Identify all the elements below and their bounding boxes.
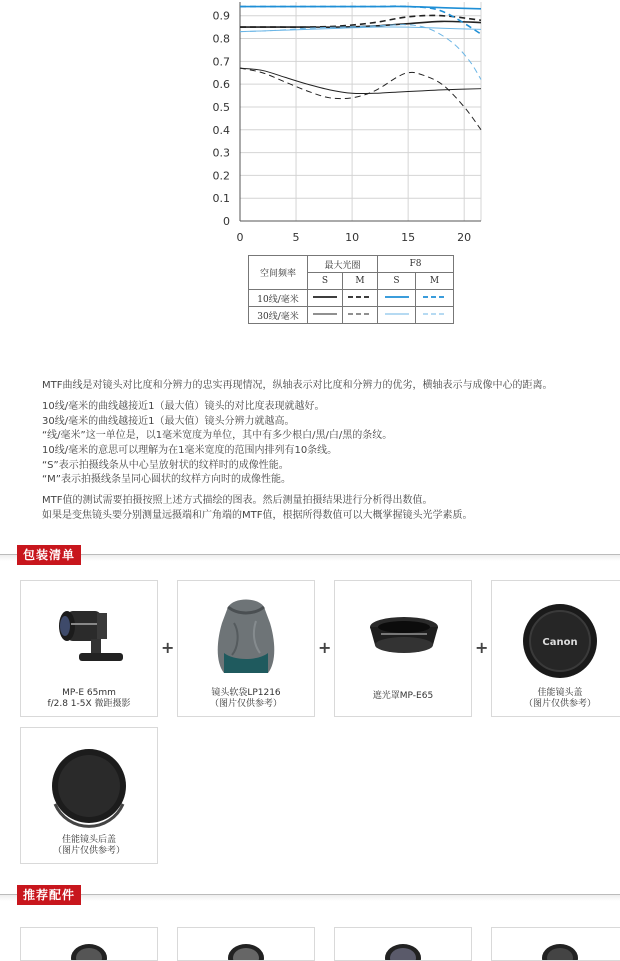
desc-line: “M”表示拍摄线条呈同心圆状的纹样方向时的成像性能。 — [42, 474, 291, 485]
desc-line: “线/毫米”这一单位是，以1毫米宽度为单位，其中有多少根白/黑/白/黑的条纹。 — [42, 430, 393, 441]
mtf-series-line — [240, 68, 481, 93]
rear-cap-image — [49, 744, 129, 828]
accessory-item[interactable] — [334, 927, 472, 961]
y-tick-label: 0.8 — [212, 32, 230, 46]
y-tick-label: 0.1 — [212, 192, 230, 206]
plus-icon: + — [318, 638, 332, 657]
mtf-chart — [0, 0, 620, 250]
legend-m: M — [343, 273, 378, 290]
package-section-title: 包装清单 — [17, 545, 81, 565]
legend-swatch — [416, 307, 454, 324]
x-tick-label: 5 — [292, 231, 300, 244]
cap-brand-text: Canon — [542, 637, 578, 648]
legend-s: S — [378, 273, 416, 290]
legend-swatch — [308, 290, 343, 307]
legend-row-30lines: 30线/毫米 — [249, 307, 308, 324]
legend-swatch — [308, 307, 343, 324]
mtf-series-line — [240, 25, 481, 80]
y-tick-label: 0.7 — [212, 55, 230, 69]
package-item-front-cap — [491, 580, 620, 717]
legend-m: M — [416, 273, 454, 290]
package-item-name: 佳能镜头盖 — [537, 688, 583, 698]
mtf-series-line — [240, 6, 481, 34]
plus-icon: + — [161, 638, 175, 657]
package-item-name: MP-E 65mm — [62, 688, 116, 698]
accessory-item[interactable] — [177, 927, 315, 961]
package-item-lens — [20, 580, 158, 717]
x-tick-label: 0 — [236, 231, 244, 244]
filter-image — [69, 942, 109, 961]
y-tick-label: 0.6 — [212, 78, 230, 92]
legend-header-f8: F8 — [378, 256, 454, 273]
package-item-hood — [334, 580, 472, 717]
accessory-item[interactable] — [491, 927, 620, 961]
filter-image — [383, 942, 423, 961]
chart-series — [240, 6, 481, 130]
package-section-header — [0, 545, 620, 565]
lens-hood-image — [367, 611, 441, 661]
mtf-series-line — [240, 68, 481, 130]
plus-icon: + — [475, 638, 489, 657]
y-tick-label: 0.2 — [212, 169, 230, 183]
lens-pouch-image — [210, 593, 282, 679]
legend-row-10lines: 10线/毫米 — [249, 290, 308, 307]
accessory-item[interactable] — [20, 927, 158, 961]
desc-line: MTF值的测试需要拍摄按照上述方式描绘的图表。然后测量拍摄结果进行分析得出数值。 — [42, 495, 433, 506]
legend-swatch — [378, 290, 416, 307]
package-item-name: 镜头软袋LP1216 — [211, 688, 281, 698]
desc-line: 30线/毫米的曲线越接近1（最大值）镜头分辨力就越高。 — [42, 416, 295, 427]
legend-swatch — [378, 307, 416, 324]
mtf-legend-table — [248, 255, 454, 324]
accessories-section-header — [0, 885, 620, 905]
package-item-note: f/2.8 1-5X 微距摄影 — [47, 699, 131, 709]
desc-line: MTF曲线是对镜头对比度和分辨力的忠实再现情况，纵轴表示对比度和分辨力的优劣，横轴表示与成像中心的距离。 — [42, 380, 553, 391]
y-tick-label: 0.5 — [212, 100, 230, 114]
package-item-name: 遮光罩MP-E65 — [372, 691, 434, 701]
filter-image — [540, 942, 580, 961]
legend-swatch — [416, 290, 454, 307]
package-item-note: （图片仅供参考） — [209, 699, 282, 709]
x-tick-label: 15 — [401, 231, 416, 244]
desc-line: “S”表示拍摄线条从中心呈放射状的纹样时的成像性能。 — [42, 460, 289, 471]
package-item-name: 佳能镜头后盖 — [61, 835, 116, 845]
x-tick-label: 10 — [345, 231, 360, 244]
y-tick-label: 0.4 — [212, 123, 230, 137]
package-item-note: （图片仅供参考） — [523, 699, 596, 709]
legend-header-max-aperture: 最大光圈 — [308, 256, 378, 273]
x-tick-label: 20 — [457, 231, 472, 244]
legend-s: S — [308, 273, 343, 290]
desc-line: 如果是变焦镜头要分别测量远摄端和广角端的MTF值，根据所得数值可以大概掌握镜头光学素质。 — [42, 510, 473, 521]
legend-swatch — [343, 290, 378, 307]
desc-line: 10线/毫米的意思可以理解为在1毫米宽度的范围内排列有10条线。 — [42, 445, 338, 456]
y-tick-label: 0 — [223, 215, 230, 228]
legend-swatch — [343, 307, 378, 324]
lens-cap-image — [520, 601, 600, 681]
macro-lens-image — [51, 599, 131, 669]
package-item-rear-cap — [20, 727, 158, 864]
legend-header-frequency: 空间频率 — [249, 256, 308, 290]
accessories-section-title: 推荐配件 — [17, 885, 81, 905]
desc-line: 10线/毫米的曲线越接近1（最大值）镜头的对比度表现就越好。 — [42, 401, 325, 412]
y-tick-label: 0.3 — [212, 146, 230, 160]
filter-image — [226, 942, 266, 961]
chart-grid — [240, 2, 481, 221]
package-item-pouch — [177, 580, 315, 717]
package-item-note: （图片仅供参考） — [52, 846, 125, 856]
y-tick-label: 0.9 — [212, 9, 230, 23]
